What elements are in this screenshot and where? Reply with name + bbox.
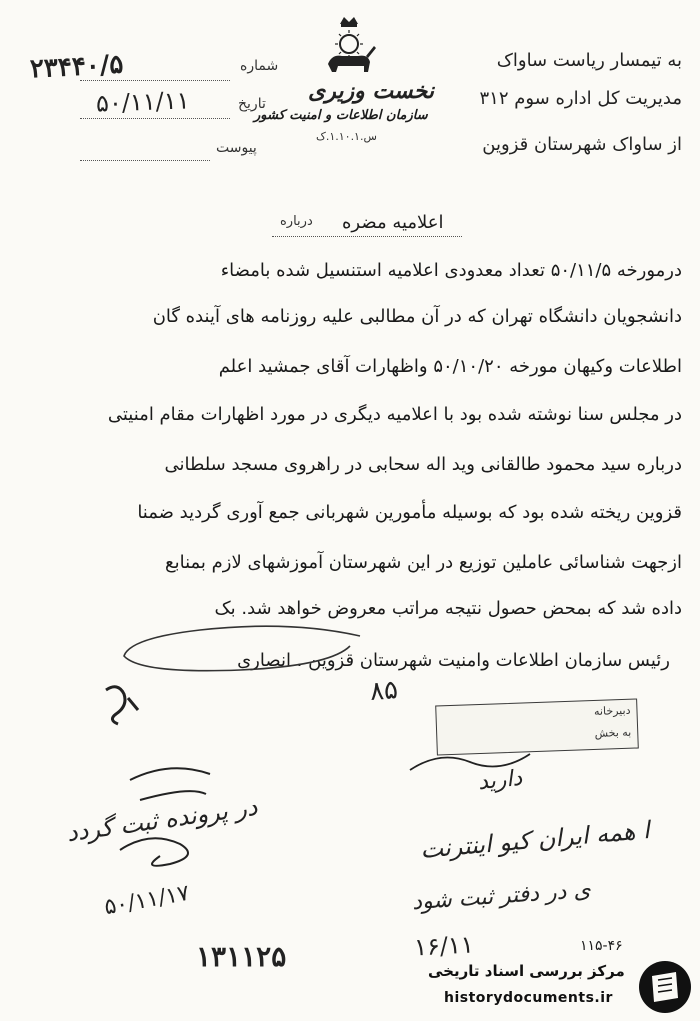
org-title: نخست وزیری [308, 78, 434, 104]
margin-number: ۸۵ [368, 675, 399, 707]
subject-label: درباره [280, 214, 313, 229]
history-documents-logo-icon [636, 958, 694, 1016]
number-label: شماره [240, 58, 279, 74]
header-recipient-line: به تیمسار ریاست ساواک [496, 50, 682, 71]
body-line: داده شد که بمحض حصول نتیجه مراتب معروض خواهد شد. بک [214, 598, 682, 619]
number-dotted-line [80, 80, 230, 81]
right-note-date: ۱۶/۱۱ [413, 930, 475, 962]
stamp-line-2: به بخش [594, 725, 632, 740]
archive-code: ۱۱۵-۴۶ [580, 938, 623, 954]
subject-dotted-line [272, 236, 462, 237]
subject-value: اعلامیه مضره [342, 212, 444, 233]
body-line: قزوین ریخته شده بود که بوسیله مأمورین شهربانی جمع آوری گردید ضمنا [137, 502, 682, 523]
date-value: ۵۰/۱۱/۱۱ [95, 86, 190, 118]
header-from-line: از ساواک شهرستان قزوین [482, 134, 682, 155]
body-line: درباره سید محمود طالقانی وید اله سحابی در راهروی مسجد سلطانی [164, 454, 682, 475]
number-value: ۲۳۴۴۰/۵ [29, 49, 125, 85]
left-note-date: ۵۰/۱۱/۱۷ [102, 880, 192, 921]
right-note-line-2: ا همه ایران کیو اینترنت [419, 816, 651, 864]
date-dotted-line [80, 118, 230, 119]
bottom-handwritten-number: ۱۳۱۱۲۵ [196, 940, 287, 973]
left-note-signature-scribble [110, 760, 230, 880]
org-subtitle: سازمان اطلاعات و امنیت کشور [254, 108, 428, 123]
handwritten-loop-mark [110, 616, 370, 676]
handwritten-initial-icon [98, 680, 146, 730]
date-label: تاریخ [238, 96, 266, 112]
body-line: اطلاعات وکیهان مورخه ۵۰/۱۰/۲۰ واظهارات آقای جمشید اعلم [218, 356, 682, 377]
attachment-label: پیوست [216, 140, 257, 156]
left-note-text: در پرونده ثبت گردد [64, 792, 260, 848]
right-note-line-3: ی در دفتر ثبت شود [411, 877, 592, 916]
org-code: س.۱.۱۰.۱.ک [316, 130, 377, 143]
body-line: ازجهت شناسائی عاملین توزیع در این شهرستان آموزشهای لازم بمنابع [165, 552, 682, 573]
stamp-line-1: دبیرخانه [593, 703, 631, 718]
right-note-scribble [400, 740, 540, 780]
right-note-line-1: دارید [476, 765, 524, 796]
watermark-url: historydocuments.ir [444, 990, 613, 1006]
watermark-org-name: مرکز بررسی اسناد تاریخی [428, 962, 625, 980]
attachment-dotted-line [80, 160, 210, 161]
lion-and-sun-emblem-icon [318, 14, 380, 78]
signature-line: رئیس سازمان اطلاعات وامنیت شهرستان قزوین . انصاری [237, 650, 670, 671]
header-department-line: مدیریت کل اداره سوم ۳۱۲ [479, 88, 682, 109]
body-line: درمورخه ۵۰/۱۱/۵ تعداد معدودی اعلامیه استنسیل شده بامضاء [220, 260, 682, 281]
body-line: دانشجویان دانشگاه تهران که در آن مطالبی علیه روزنامه های آینده گان [152, 306, 682, 327]
body-line: در مجلس سنا نوشته شده بود با اعلامیه دیگری در مورد اظهارات مقام امنیتی [107, 404, 682, 425]
